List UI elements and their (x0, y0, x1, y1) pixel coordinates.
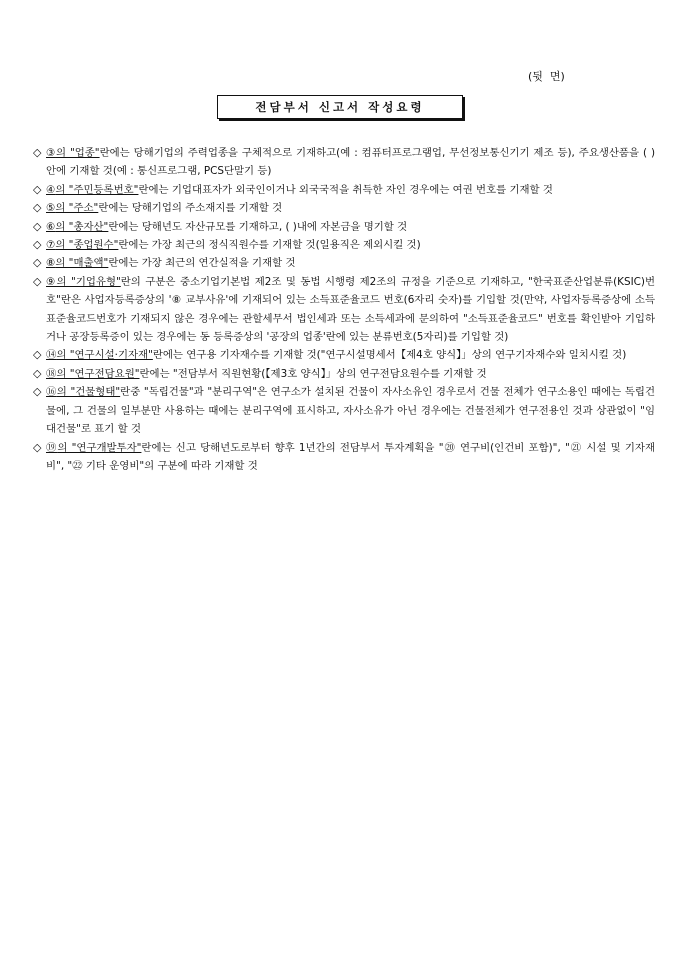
document-title: 전담부서 신고서 작성요령 (255, 100, 425, 114)
item-text: 란에는 당해기업의 주소재지를 기재할 것 (98, 202, 283, 215)
item-number: ⑥ (46, 220, 56, 233)
diamond-bullet-icon: ◇ (33, 201, 42, 215)
diamond-bullet-icon: ◇ (33, 366, 42, 380)
diamond-bullet-icon: ◇ (33, 440, 42, 454)
diamond-bullet-icon: ◇ (33, 182, 42, 196)
item-number: ⑨ (46, 275, 57, 288)
item-text: 란중 "독립건물"과 "분리구역"은 연구소가 설치된 건물이 자사소유인 경우로서 건물 전체가 연구소용인 때에는 독립건물에, 그 건물의 일부분만 사용하는 때에는 분리구역에 표시하고, 자사소유가 아닌 경우에는 건물전체가 연구전용인 것과 상관없이 "임대건물"로 표기 할 것 (46, 386, 655, 436)
diamond-bullet-icon: ◇ (33, 146, 42, 159)
item-text: 란에는 당해년도 자산규모를 기재하고, ( )내에 자본금을 명기할 것 (108, 220, 408, 233)
item-number: ⑯ (46, 386, 57, 399)
page-side-label: (뒷 면) (528, 70, 565, 83)
item-text: 란에는 "전담부서 직원현황(【제3호 양식】」상의 연구전담요원수를 기재할 것 (139, 367, 487, 380)
item-field-label: 의 "종업원수" (55, 239, 119, 252)
list-item-company-type (33, 273, 655, 347)
list-item-resident-number (33, 181, 655, 199)
item-field-label: 의 "연구전담요원" (56, 367, 140, 380)
list-item-sales (33, 254, 655, 272)
diamond-bullet-icon: ◇ (33, 219, 42, 233)
list-item-employees (33, 236, 655, 254)
list-item-building-type (33, 383, 655, 438)
item-number: ⑦ (46, 239, 56, 252)
diamond-bullet-icon: ◇ (33, 238, 42, 252)
list-item-rnd-investment (33, 439, 655, 476)
item-number: ⑧ (46, 257, 56, 270)
item-text: 란의 구분은 중소기업기본법 제2조 및 동법 시행령 제2조의 규정을 기준으로 기재하고, "한국표준산업분류(KSIC)번호"란은 사업자등록증상의 '⑧ 교부사유'에 기재되어 있는 소득표준율코드 번호(6자리 숫자)를 기입할 것(만약, 사업자등록증상에 소득표준율코드번호가 기재되지 않은 경우에는 관할세무서 법인세과 또는 소득세과에 문의하여 "소득표준율코드" 번호를 확인받아 기입하거나 공장등록증이 있는 경우에는 동 등록증상의 '공장의 업종'란에 있는 분류번호(5자리)를 기입할 것) (46, 275, 655, 344)
item-number: ④ (46, 183, 56, 196)
document-title-box (217, 95, 463, 119)
diamond-bullet-icon: ◇ (33, 274, 42, 288)
item-number: ⑤ (46, 202, 56, 215)
instruction-list (33, 144, 655, 475)
item-field-label: 의 "업종" (55, 147, 100, 159)
diamond-bullet-icon: ◇ (33, 385, 42, 399)
item-text: 란에는 가장 최근의 정식직원수를 기재할 것(일용직은 제외시킬 것) (118, 239, 421, 252)
item-field-label: 의 "매출액" (55, 257, 109, 270)
item-text: 란에는 기업대표자가 외국인이거나 외국국적을 취득한 자인 경우에는 여권 번호를 기재할 것 (138, 183, 553, 196)
list-item-research-staff (33, 365, 655, 383)
item-field-label: 의 "연구시설·기자재" (56, 349, 153, 362)
list-item-research-equipment (33, 346, 655, 364)
item-text: 란에는 신고 당해년도로부터 향후 1년간의 전담부서 투자계획을 "⑳ 연구비(인건비 포함)", "㉑ 시설 및 기자재비", "㉒ 기타 운영비"의 구분에 따라 기재할 것 (46, 441, 656, 472)
item-field-label: 의 "주민등록번호" (55, 183, 139, 196)
item-text: 란에는 가장 최근의 연간실적을 기재할 것 (108, 257, 296, 270)
item-text: 란에는 연구용 기자재수를 기재할 것("연구시설명세서【제4호 양식】」상의 연구기자재수와 일치시킬 것) (152, 349, 627, 362)
item-field-label: 의 "건물형태" (56, 386, 121, 399)
diamond-bullet-icon: ◇ (33, 256, 42, 270)
item-number: ⑭ (46, 349, 57, 362)
list-item-address (33, 199, 655, 217)
item-number: ③ (46, 147, 56, 159)
diamond-bullet-icon: ◇ (33, 348, 42, 362)
item-field-label: 의 "기업유형" (56, 275, 121, 288)
item-field-label: 의 "총자산" (55, 220, 109, 233)
item-field-label: 의 "주소" (55, 202, 99, 215)
list-item-total-assets (33, 218, 655, 236)
item-text: 란에는 당해기업의 주력업종을 구체적으로 기재하고(예 : 컴퓨터프로그램업, 무선정보통신기기 제조 등), 주요생산품을 ( ) 안에 기재할 것(예 : 통신프로그램, PCS단말기 등) (46, 147, 655, 178)
item-number: ⑱ (46, 367, 57, 380)
list-item-industry (33, 144, 655, 181)
item-field-label: 의 "연구개발투자" (57, 441, 142, 454)
item-number: ⑲ (46, 441, 58, 454)
